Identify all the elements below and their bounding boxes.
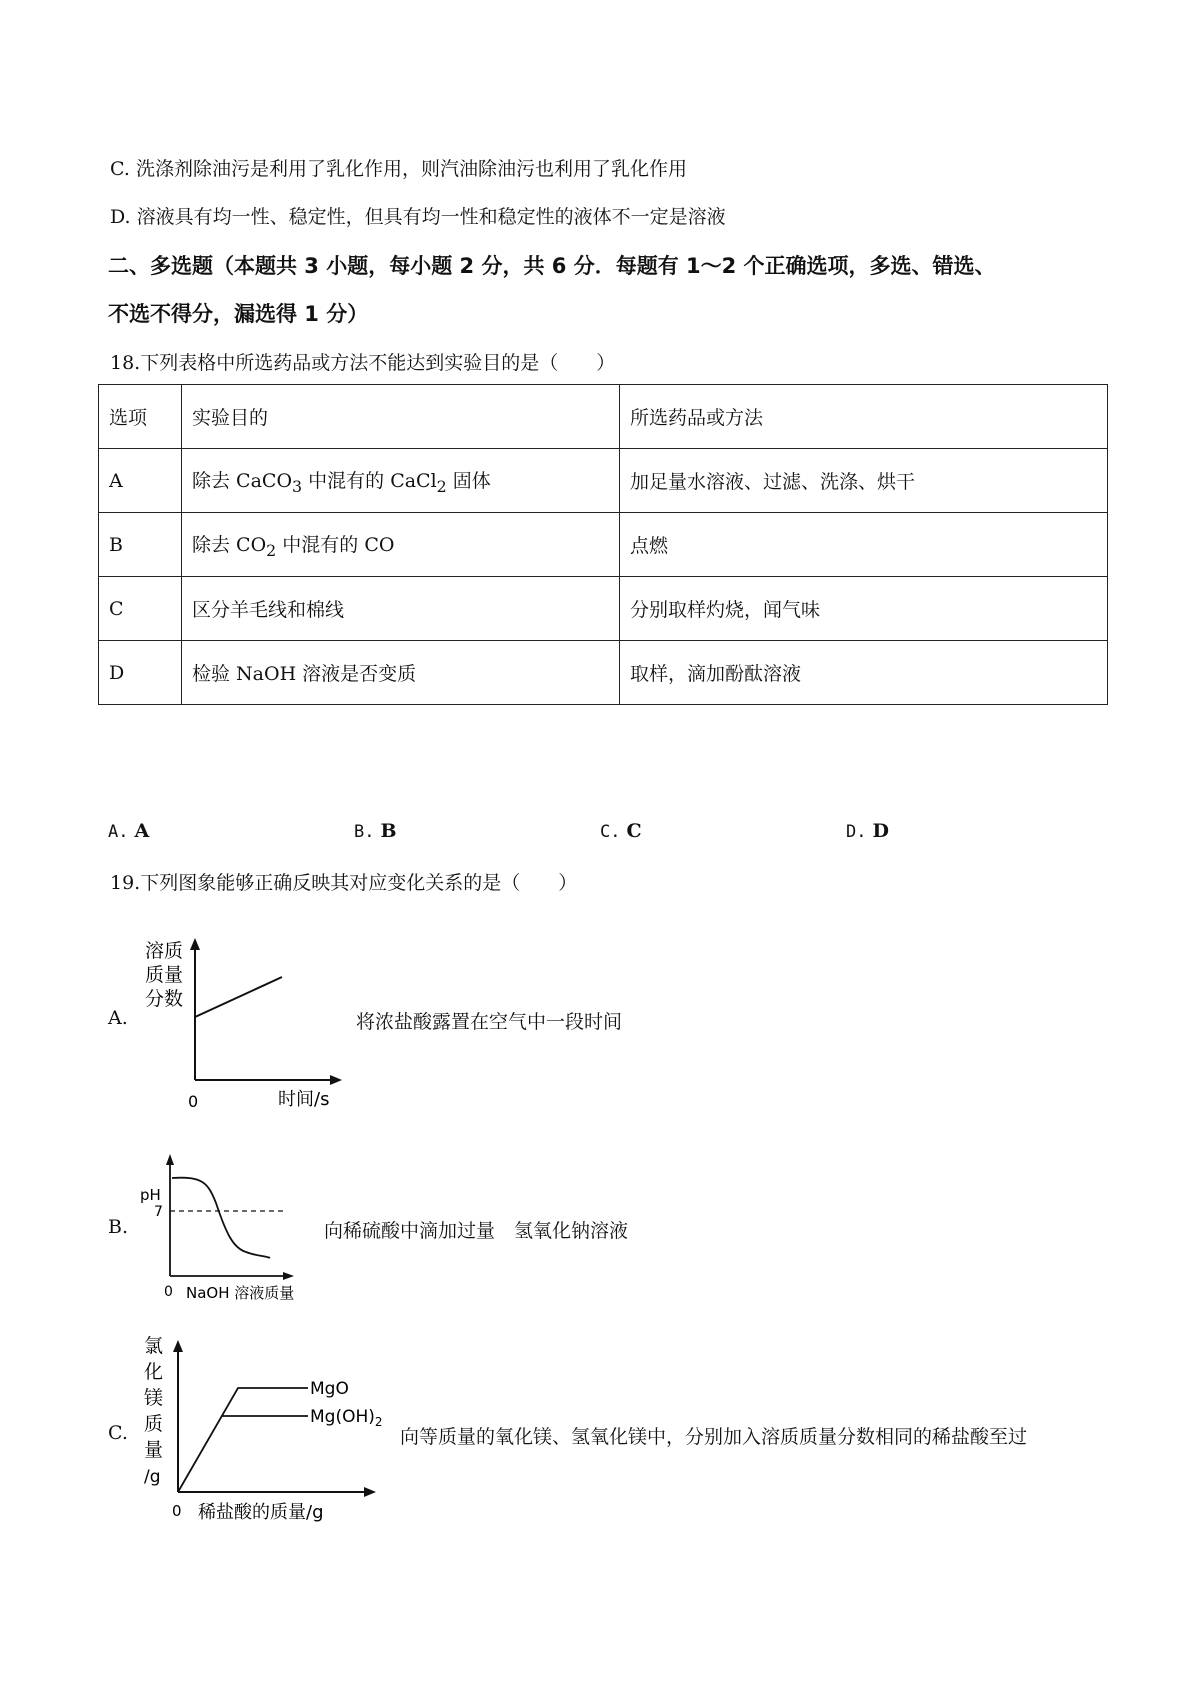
choice-b[interactable] (354, 820, 397, 842)
graph-a (140, 935, 350, 1115)
origin-label: 0 (164, 1284, 173, 1300)
section-heading-line2: 不选不得分，漏选得 1 分） (108, 302, 369, 326)
question-18-stem: 18.下列表格中所选药品或方法不能达到实验目的是（ ） (110, 352, 616, 374)
y-axis-label-2: 质量 (145, 964, 184, 986)
table-header-cell: 选项 (99, 385, 182, 449)
y-axis-label-char: 氯 (144, 1335, 164, 1357)
choice-value: C (626, 820, 642, 842)
graph-b (138, 1148, 318, 1308)
choice-a[interactable] (108, 820, 149, 842)
question-19-stem: 19.下列图象能够正确反映其对应变化关系的是（ ） (110, 872, 578, 894)
y-axis-label-char: 量 (144, 1439, 164, 1461)
y-axis-arrow (190, 938, 200, 950)
origin-label: 0 (172, 1502, 182, 1520)
subscript: 3 (292, 476, 303, 496)
y-axis-label-unit: /g (144, 1467, 161, 1487)
x-axis-label: NaOH 溶液质量 (186, 1284, 295, 1302)
table-cell-option: B (99, 513, 182, 577)
x-axis-arrow (330, 1075, 342, 1085)
option-b-description: 向稀硫酸中滴加过量 氢氧化钠溶液 (324, 1220, 629, 1242)
table-cell-method: 点燃 (620, 513, 1108, 577)
choice-value: B (380, 820, 397, 842)
ph-curve (172, 1178, 270, 1258)
series-mgo-line (178, 1388, 308, 1492)
y-axis-tick-7: 7 (154, 1204, 163, 1220)
x-axis-arrow (364, 1487, 376, 1497)
table-cell-option: D (99, 641, 182, 705)
series-label-text: Mg(OH) (310, 1407, 375, 1427)
choice-letter: D. (846, 822, 867, 842)
y-axis-label-1: 溶质 (145, 940, 184, 962)
option-c-description: 向等质量的氧化镁、氢氧化镁中，分别加入溶质质量分数相同的稀盐酸至过 (400, 1426, 1028, 1448)
purpose-text: 除去 CO (192, 533, 267, 556)
y-axis-label-char: 化 (144, 1361, 164, 1383)
table-cell-purpose (182, 449, 620, 513)
table-cell-option: C (99, 577, 182, 641)
x-axis-arrow (283, 1272, 294, 1280)
subscript: 2 (266, 540, 277, 560)
purpose-text: 中混有的 CaCl (302, 469, 437, 492)
data-line (195, 977, 282, 1017)
table-cell-method: 分别取样灼烧，闻气味 (620, 577, 1108, 641)
x-axis-label: 时间/s (278, 1089, 330, 1110)
purpose-text: 除去 CaCO (192, 469, 293, 492)
choice-c[interactable] (600, 820, 642, 842)
table-header-cell: 实验目的 (182, 385, 620, 449)
option-c-text: C. 洗涤剂除油污是利用了乳化作用，则汽油除油污也利用了乳化作用 (110, 158, 687, 180)
purpose-text: 中混有的 CO (276, 533, 395, 556)
origin-label: 0 (188, 1092, 199, 1111)
table-row (99, 577, 1108, 641)
table-header-cell: 所选药品或方法 (620, 385, 1108, 449)
table-cell-purpose: 区分羊毛线和棉线 (182, 577, 620, 641)
question-18-table (98, 384, 1108, 705)
choice-letter: B. (354, 822, 375, 842)
y-axis-label: pH (140, 1186, 161, 1204)
option-c-label: C. (108, 1422, 128, 1444)
section-heading-line1: 二、多选题（本题共 3 小题，每小题 2 分，共 6 分．每题有 1～2 个正确选项，多选、错选、 (108, 254, 996, 278)
y-axis-arrow (173, 1340, 183, 1352)
y-axis-label-3: 分数 (145, 988, 184, 1010)
purpose-text: 固体 (446, 469, 491, 492)
subscript: 2 (436, 476, 447, 496)
y-axis-arrow (166, 1154, 174, 1165)
series-label-mgoh2 (310, 1407, 383, 1429)
table-row (99, 641, 1108, 705)
table-row (99, 513, 1108, 577)
table-cell-method: 取样，滴加酚酞溶液 (620, 641, 1108, 705)
table-cell-purpose: 检验 NaOH 溶液是否变质 (182, 641, 620, 705)
y-axis-label-char: 质 (144, 1413, 164, 1435)
option-a-description: 将浓盐酸露置在空气中一段时间 (356, 1011, 623, 1033)
option-a-label: A. (108, 1007, 128, 1029)
table-cell-option: A (99, 449, 182, 513)
subscript: 2 (374, 1415, 383, 1429)
y-axis-label-char: 镁 (144, 1387, 164, 1409)
table-cell-purpose (182, 513, 620, 577)
x-axis-label: 稀盐酸的质量/g (198, 1502, 324, 1523)
option-b-label: B. (108, 1216, 129, 1238)
choice-value: A (134, 820, 150, 842)
option-d-text: D. 溶液具有均一性、稳定性，但具有均一性和稳定性的液体不一定是溶液 (110, 206, 726, 228)
choice-value: D (872, 820, 889, 842)
choice-letter: C. (600, 822, 621, 842)
table-cell-method: 加足量水溶液、过滤、洗涤、烘干 (620, 449, 1108, 513)
choice-letter: A. (108, 822, 129, 842)
table-row (99, 449, 1108, 513)
choice-d[interactable] (846, 820, 889, 842)
table-header-row (99, 385, 1108, 449)
series-label-mgo: MgO (310, 1379, 349, 1399)
graph-c (138, 1330, 398, 1550)
